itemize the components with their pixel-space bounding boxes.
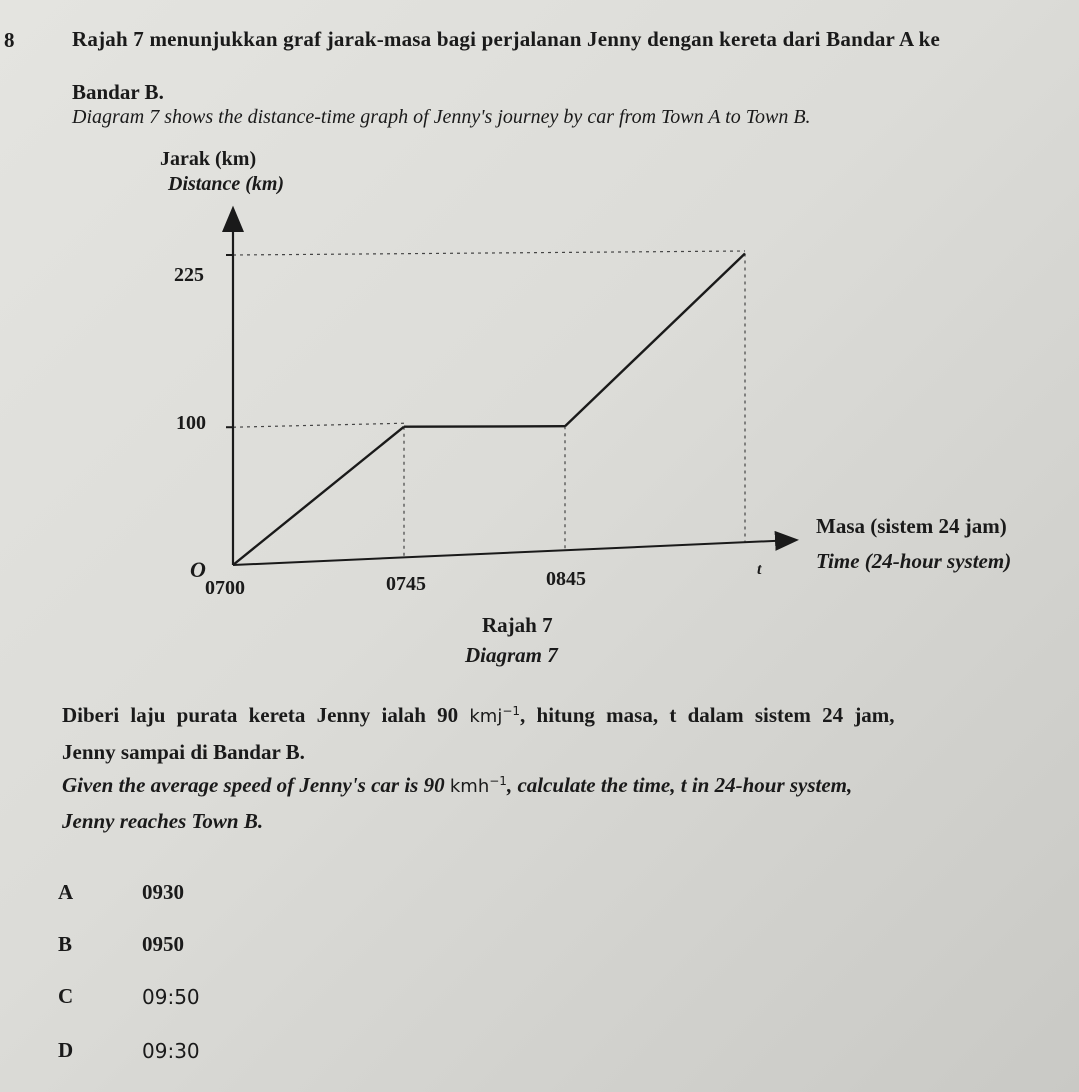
y-guide-225 — [233, 251, 745, 255]
x-tick-label-0845: 0845 — [546, 568, 586, 590]
y-tick-label-100: 100 — [176, 412, 206, 434]
x-axis-label-ms: Masa (sistem 24 jam) — [816, 514, 1007, 538]
prompt-en-unit-exp: −1 — [489, 774, 507, 788]
prompt-en-unit — [450, 776, 507, 797]
diagram-caption-ms: Rajah 7 — [482, 613, 553, 637]
x-axis-label-en: Time (24-hour system) — [816, 549, 1012, 573]
prompt-ms-unit-base: kmj — [469, 706, 503, 727]
prompt-ms-unit — [469, 706, 520, 727]
option-c-letter[interactable]: C — [58, 984, 74, 1008]
option-d-value[interactable]: 09:30 — [142, 1039, 200, 1063]
option-b-letter[interactable]: B — [58, 932, 73, 956]
y-guide-100 — [233, 423, 404, 427]
journey-segment-1 — [233, 427, 404, 565]
question-text-ms: Rajah 7 menunjukkan graf jarak-masa bagi perjalanan Jenny dengan kereta dari Bandar A ke — [72, 27, 941, 51]
prompt-en-start: Given the average speed of Jenny's car is 90 — [62, 773, 445, 797]
x-tick-label-0745: 0745 — [386, 573, 426, 595]
question-text-ms-end: Bandar B. — [72, 80, 164, 104]
prompt-en-end: , calculate the time, t in 24-hour system, — [506, 773, 853, 797]
prompt-en-unit-base: kmh — [449, 776, 490, 797]
option-b-value[interactable]: 0950 — [142, 932, 184, 956]
question-text-en: Diagram 7 shows the distance-time graph of Jenny's journey by car from Town A to Town B. — [72, 106, 811, 128]
prompt-text-en-cont: Jenny reaches Town B. — [62, 809, 264, 833]
journey-segment-3 — [565, 254, 745, 427]
option-a-value[interactable]: 0930 — [142, 880, 184, 904]
option-d-letter[interactable]: D — [58, 1038, 74, 1062]
prompt-ms-unit-exp: −1 — [502, 704, 521, 718]
option-a-letter[interactable]: A — [58, 880, 74, 904]
y-axis-label-ms: Jarak (km) — [160, 148, 257, 170]
prompt-ms-end: , hitung masa, t dalam sistem 24 jam, — [520, 703, 895, 727]
y-axis-label-en: Distance (km) — [168, 173, 285, 195]
prompt-ms-start: Diberi laju purata kereta Jenny ialah 90 — [62, 703, 459, 727]
diagram-caption-en: Diagram 7 — [465, 643, 558, 667]
option-c-value[interactable]: 09:50 — [142, 985, 200, 1009]
prompt-text-ms-cont: Jenny sampai di Bandar B. — [62, 740, 305, 764]
origin-label: O — [190, 557, 206, 582]
x-tick-label-t: t — [757, 561, 762, 578]
x-tick-label-0700: 0700 — [205, 577, 245, 599]
prompt-text-en — [62, 773, 852, 798]
question-number: 8 — [4, 28, 15, 52]
prompt-text-ms — [62, 703, 895, 728]
x-axis — [233, 540, 795, 565]
y-tick-label-225: 225 — [174, 264, 204, 286]
journey-segment-2 — [404, 426, 565, 427]
